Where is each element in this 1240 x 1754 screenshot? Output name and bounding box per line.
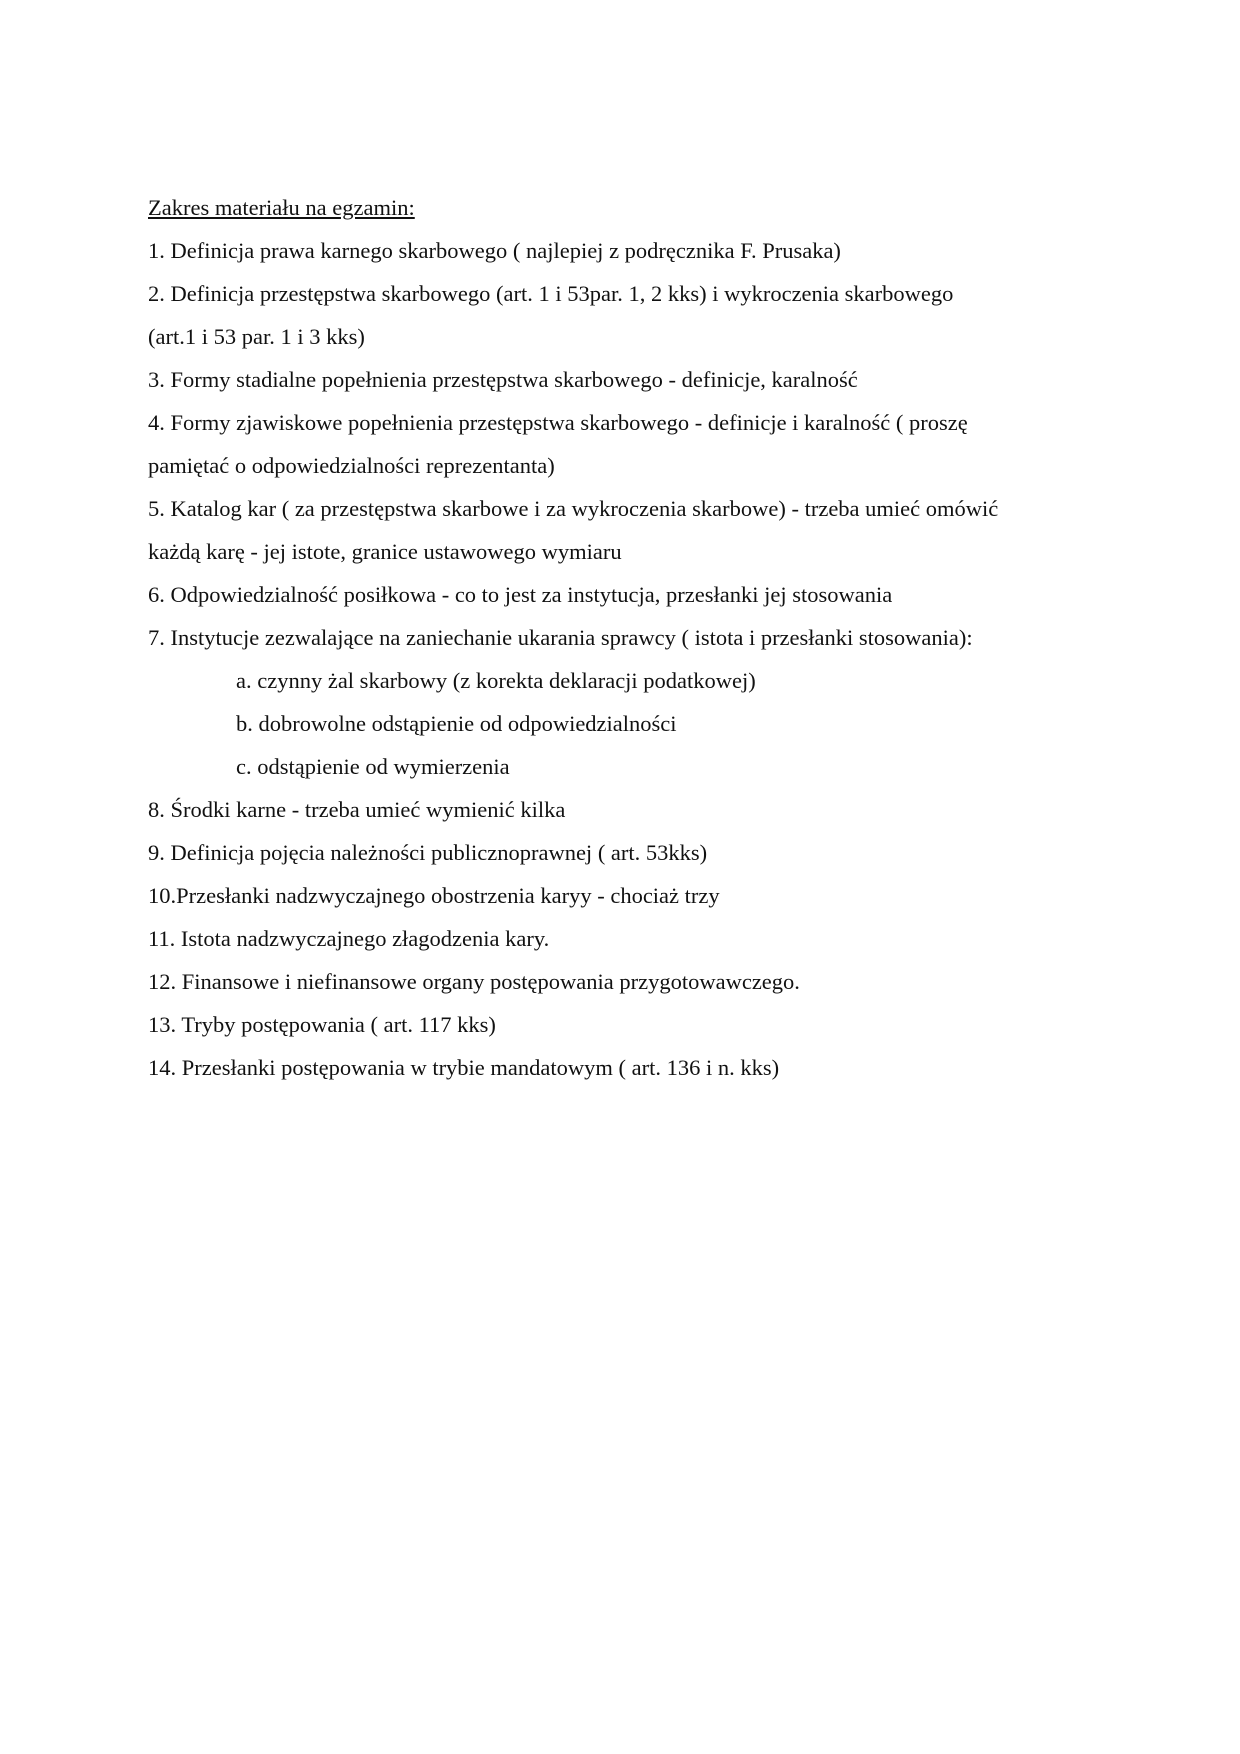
list-item-4: 4. Formy zjawiskowe popełnienia przestępstwa skarbowego - definicje i karalność ( proszę: [148, 410, 968, 435]
list-item-1: 1. Definicja prawa karnego skarbowego ( najlepiej z podręcznika F. Prusaka): [148, 238, 841, 263]
sub-item-b: b. dobrowolne odstąpienie od odpowiedzialności: [236, 711, 677, 736]
sub-item-c: c. odstąpienie od wymierzenia: [236, 754, 510, 779]
list-item-11: 11. Istota nadzwyczajnego złagodzenia kary.: [148, 926, 550, 951]
list-item-13: 13. Tryby postępowania ( art. 117 kks): [148, 1012, 496, 1037]
list-item-10: 10.Przesłanki nadzwyczajnego obostrzenia karyy - chociaż trzy: [148, 883, 720, 908]
list-item-8: 8. Środki karne - trzeba umieć wymienić kilka: [148, 797, 566, 822]
list-item-3: 3. Formy stadialne popełnienia przestępstwa skarbowego - definicje, karalność: [148, 367, 858, 392]
list-item-2: 2. Definicja przestępstwa skarbowego (art. 1 i 53par. 1, 2 kks) i wykroczenia skarbowego: [148, 281, 954, 306]
list-item-12: 12. Finansowe i niefinansowe organy postępowania przygotowawczego.: [148, 969, 800, 994]
list-item-5: 5. Katalog kar ( za przestępstwa skarbowe i za wykroczenia skarbowe) - trzeba umieć omówić: [148, 496, 999, 521]
list-item-9: 9. Definicja pojęcia należności publicznoprawnej ( art. 53kks): [148, 840, 708, 865]
list-item-2-continued: (art.1 i 53 par. 1 i 3 kks): [148, 324, 365, 349]
list-item-5-continued: każdą karę - jej istote, granice ustawowego wymiaru: [148, 539, 622, 564]
list-item-7: 7. Instytucje zezwalające na zaniechanie ukarania sprawcy ( istota i przesłanki stosowania):: [148, 625, 973, 650]
list-item-4-continued: pamiętać o odpowiedzialności reprezentanta): [148, 453, 555, 478]
list-item-6: 6. Odpowiedzialność posiłkowa - co to jest za instytucja, przesłanki jej stosowania: [148, 582, 893, 607]
sub-item-a: a. czynny żal skarbowy (z korekta deklaracji podatkowej): [236, 668, 756, 693]
document-body: [148, 186, 1108, 1089]
document-title: Zakres materiału na egzamin:: [148, 195, 415, 220]
list-item-14: 14. Przesłanki postępowania w trybie mandatowym ( art. 136 i n. kks): [148, 1055, 780, 1080]
